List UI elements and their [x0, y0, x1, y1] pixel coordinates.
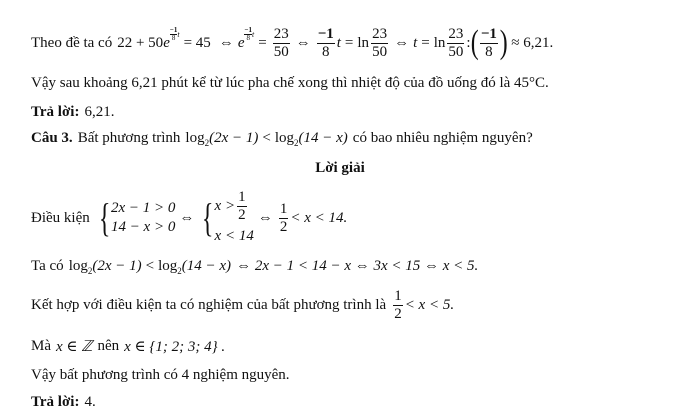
solution-heading: Lời giải: [315, 160, 365, 176]
exponent: −1 8 t: [244, 25, 255, 42]
left-brace: {: [98, 195, 111, 240]
answer-line: [31, 104, 114, 121]
system-of-inequalities: x > $\frac{1}{2}$ x < 14: [214, 189, 254, 244]
condition-line: Điều kiện { 2x − 1 > 0 14 − x > 0 ⇔ { x > $\frac{1}{2}$ x < 14 ⇔ $\frac{1}{2}$ < x < 14.: [31, 188, 347, 248]
math-expr: 22 + 50: [117, 34, 164, 51]
exponent: −1 8 t: [169, 25, 180, 42]
answer-label: Trả lời:: [31, 394, 80, 410]
answer-line: [31, 394, 96, 411]
integer-line: Mà x ∈ ℤ nên x ∈ {1; 2; 3; 4} .: [31, 338, 226, 355]
answer-value: 4.: [84, 394, 96, 410]
solution-step-exponential: Theo đề ta có 22 + 50 e −1 8 t = 45 ⇔ e −1 8 t = $\frac{23}{50}$ ⇔ $\frac{-1}{8}$ t = ln $\frac{23}{50}$ ⇔ t = ln $\frac{23}{50}$ : ( $\frac{-1}{8}$ ) ≈ 6,21.: [31, 24, 554, 61]
solution-step-log: Ta có log 2 (2x − 1) < log 2 (14 − x) ⇔ 2x − 1 < 14 − x ⇔ 3x < 15 ⇔ x < 5.: [31, 258, 479, 276]
text: Theo đề ta có: [31, 34, 113, 51]
fraction: $\frac{23}{50}$: [372, 25, 388, 60]
fraction: $\frac{1}{2}$: [279, 200, 288, 235]
math-e: e: [163, 34, 170, 51]
question-3: Câu 3. Bất phương trình log 2 (2x − 1) < log 2 (14 − x) có bao nhiêu nghiệm nguyên?: [31, 130, 533, 148]
fraction: $\frac{23}{50}$: [448, 25, 464, 60]
fraction: $\frac{1}{2}$: [394, 287, 402, 322]
system-of-inequalities: 2x − 1 > 0 14 − x > 0: [110, 199, 176, 235]
fraction: $\frac{-1}{8}$: [317, 25, 334, 60]
left-brace: {: [202, 195, 214, 240]
question-label: Câu 3.: [31, 130, 73, 146]
answer-value: 6,21.: [84, 104, 115, 120]
combine-line: Kết hợp với điều kiện ta có nghiệm của bất phương trình là $\frac{1}{2}$ < x < 5.: [31, 287, 455, 322]
answer-label: Trả lời:: [31, 104, 80, 120]
fraction: $\frac{-1}{8}$: [480, 25, 497, 60]
conclusion-paragraph: Vậy sau khoảng 6,21 phút kể từ lúc pha chế xong thì nhiệt độ của đồ uống đó là 45°C.: [31, 75, 549, 91]
conclusion-line: Vậy bất phương trình có 4 nghiệm nguyên.: [31, 367, 290, 383]
fraction: $\frac{23}{50}$: [273, 25, 289, 60]
